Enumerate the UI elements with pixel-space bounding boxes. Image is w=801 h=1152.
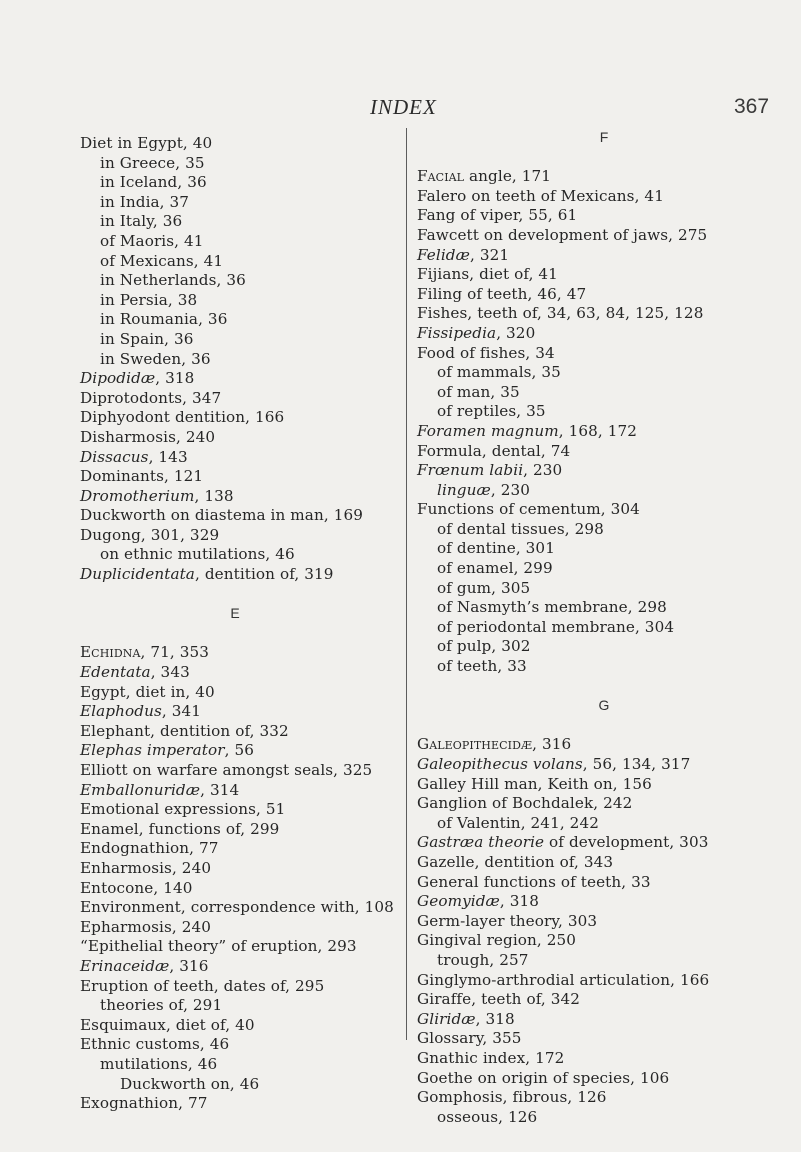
index-subentry: of dentine, 301 [437,539,555,558]
index-entry: Diphyodont dentition, 166 [80,408,285,427]
index-subentry: of Mexicans, 41 [100,251,224,270]
index-entry [80,957,390,977]
index-entry: General functions of teeth, 33 [417,872,651,891]
index-subentry: in Iceland, 36 [100,173,207,192]
index-entry [417,755,791,775]
section-letter: F [599,129,609,145]
page-title: INDEX [370,95,437,119]
italic-term: Elaphodus [80,702,162,721]
index-subentry: of Valentin, 241, 242 [437,813,599,832]
index-subentry: in Netherlands, 36 [100,271,246,290]
index-entry: Elephant, dentition of, 332 [80,721,289,740]
index-entry: Functions of cementum, 304 [417,500,640,519]
page-refs: , 314 [200,780,240,799]
index-entry [80,565,390,585]
index-entry: Gnathic index, 172 [417,1048,565,1067]
index-entry: Formula, dental, 74 [417,441,571,460]
section-gap [417,148,791,168]
italic-term: Dissacus [80,447,149,466]
index-entry: Diet in Egypt, 40 [80,134,213,152]
page-refs: , 56 [224,741,254,760]
italic-term: Frœnum labii [417,461,524,480]
index-entry [80,643,390,663]
index-subentry: trough, 257 [437,950,529,969]
index-entry [80,448,390,468]
index-subentry: Duckworth on, 46 [120,1074,260,1093]
index-entry: Fishes, teeth of, 34, 63, 84, 125, 128 [417,304,704,323]
page-number: 367 [734,95,770,118]
index-subentry: of periodontal membrane, 304 [437,617,675,636]
index-entry: Duckworth on diastema in man, 169 [80,506,363,525]
page-refs: , 71, 353 [140,643,210,662]
index-entry: Dugong, 301, 329 [80,525,220,544]
index-entry: Ganglion of Bochdalek, 242 [417,794,633,813]
page-refs: , 168, 172 [558,421,638,440]
italic-term: Edentata [80,663,151,682]
index-entry: Fijians, diet of, 41 [417,265,558,284]
index-subentry [417,481,791,501]
index-entry: Ginglymo-arthrodial articulation, 166 [417,970,710,989]
index-subentry: in Persia, 38 [100,290,198,309]
page-refs: , 320 [496,323,536,342]
index-entry: Diprotodonts, 347 [80,388,222,407]
italic-term: Felidæ [417,245,471,264]
page-refs: , 316 [169,956,209,975]
index-entry: Environment, correspondence with, 108 [80,898,394,917]
index-entry: Disharmosis, 240 [80,427,216,446]
index-subentry: of enamel, 299 [437,559,553,578]
index-subentry: of reptiles, 35 [437,402,546,421]
index-entry: Epharmosis, 240 [80,917,212,936]
index-entry: Entocone, 140 [80,878,193,897]
index-entry [80,487,390,507]
italic-term: Elephas imperator [80,741,225,760]
index-entry [417,735,791,755]
index-entry: Elliott on warfare amongst seals, 325 [80,761,373,779]
smallcaps-term: Galeopithecidæ [417,735,533,754]
page-refs: , dentition of, 319 [194,565,334,584]
index-subentry: of pulp, 302 [437,637,531,656]
index-entry: Enharmosis, 240 [80,858,212,877]
page-refs: , 321 [470,245,510,264]
index-subentry: in Sweden, 36 [100,349,211,368]
index-entry [80,781,390,801]
index-entry: Galley Hill man, Keith on, 156 [417,774,652,793]
italic-term: linguæ [437,480,491,499]
index-entry: Emotional expressions, 51 [80,800,286,819]
page-refs: , 318 [155,369,195,388]
index-entry [417,422,791,442]
index-subentry: of man, 35 [437,382,520,401]
index-entry: Food of fishes, 34 [417,343,555,362]
index-column-left [80,134,394,1114]
italic-term: Foramen magnum [417,421,559,440]
section-gap [417,716,791,736]
page-refs: , 341 [161,702,201,721]
index-entry: Gomphosis, fibrous, 126 [417,1088,607,1107]
index-entry: Filing of teeth, 46, 47 [417,284,587,303]
smallcaps-term: Facial [417,167,465,186]
italic-term: Dromotherium [80,486,195,505]
page-refs: angle, 171 [464,167,552,186]
index-entry [80,369,390,389]
italic-term: Fissipedia [417,323,497,342]
smallcaps-term: Echidna [80,643,141,662]
section-gap [417,677,791,697]
index-subentry: of Maoris, 41 [100,231,204,250]
index-entry: Ethnic customs, 46 [80,1035,230,1054]
index-entry: Falero on teeth of Mexicans, 41 [417,186,664,205]
italic-term: Emballonuridæ [80,780,201,799]
index-entry: Glossary, 355 [417,1029,522,1048]
page-refs: , 138 [194,486,234,505]
page-refs: , 316 [532,735,572,754]
page-refs: , 318 [499,892,540,911]
index-subentry: of gum, 305 [437,578,531,597]
index-subentry: of dental tissues, 298 [437,519,604,538]
running-header [0,95,801,121]
index-subentry: of teeth, 33 [437,657,527,676]
index-entry: Esquimaux, diet of, 40 [80,1015,255,1034]
section-gap [80,585,390,605]
index-entry: Gazelle, dentition of, 343 [417,852,614,871]
index-entry [417,1010,791,1030]
page-refs: , 230 [490,480,531,499]
index-entry [417,246,791,266]
italic-term: Dipodidæ [80,369,156,388]
page-refs: , 343 [150,663,190,682]
italic-term: Galeopithecus volans [417,755,583,773]
page-refs: of development, 303 [544,833,709,852]
index-subentry: theories of, 291 [100,996,223,1015]
index-subentry: of Nasmyth’s membrane, 298 [437,598,667,617]
index-entry: Giraffe, teeth of, 342 [417,990,581,1009]
italic-term: Gastræa theorie [417,833,545,852]
index-subentry: in Greece, 35 [100,153,205,172]
index-entry [417,892,791,912]
index-entry [417,461,791,481]
italic-term: Gliridæ [417,1009,476,1028]
index-subentry: mutilations, 46 [100,1054,218,1073]
italic-term: Geomyidæ [417,892,500,911]
italic-term: Erinaceidæ [80,956,170,975]
index-subentry: in India, 37 [100,192,190,211]
index-entry: Egypt, diet in, 40 [80,682,215,701]
index-entry [417,324,791,344]
section-gap [80,624,390,644]
index-entry: Germ-layer theory, 303 [417,911,598,930]
index-entry: Eruption of teeth, dates of, 295 [80,976,325,995]
index-entry: Endognathion, 77 [80,839,219,858]
index-subentry: on ethnic mutilations, 46 [100,545,295,564]
index-entry [417,167,791,187]
section-letter: G [598,697,610,714]
page-refs: , 56, 134, 317 [582,755,691,773]
index-subentry: in Spain, 36 [100,329,194,348]
index-entry [80,702,390,722]
index-column-right [406,128,791,1126]
index-subentry: in Italy, 36 [100,212,183,231]
index-entry [80,741,390,761]
index-entry: Goethe on origin of species, 106 [417,1068,670,1087]
index-entry: Enamel, functions of, 299 [80,819,280,838]
index-entry [417,833,791,853]
page-refs: , 230 [523,461,563,480]
index-subentry: in Roumania, 36 [100,310,228,329]
section-letter: E [230,605,240,622]
page-refs: , 143 [148,447,188,466]
index-entry: Fang of viper, 55, 61 [417,206,578,225]
index-entry: “Epithelial theory” of eruption, 293 [80,937,357,956]
index-entry [80,663,390,683]
index-entry: Fawcett on development of jaws, 275 [417,225,708,244]
italic-term: Duplicidentata [80,565,195,584]
index-entry: Dominants, 121 [80,467,204,486]
index-subentry: of mammals, 35 [437,363,561,382]
index-entry: Gingival region, 250 [417,931,577,950]
index-subentry: osseous, 126 [437,1107,538,1126]
index-entry: Exognathion, 77 [80,1094,208,1113]
page-refs: , 318 [475,1009,515,1028]
